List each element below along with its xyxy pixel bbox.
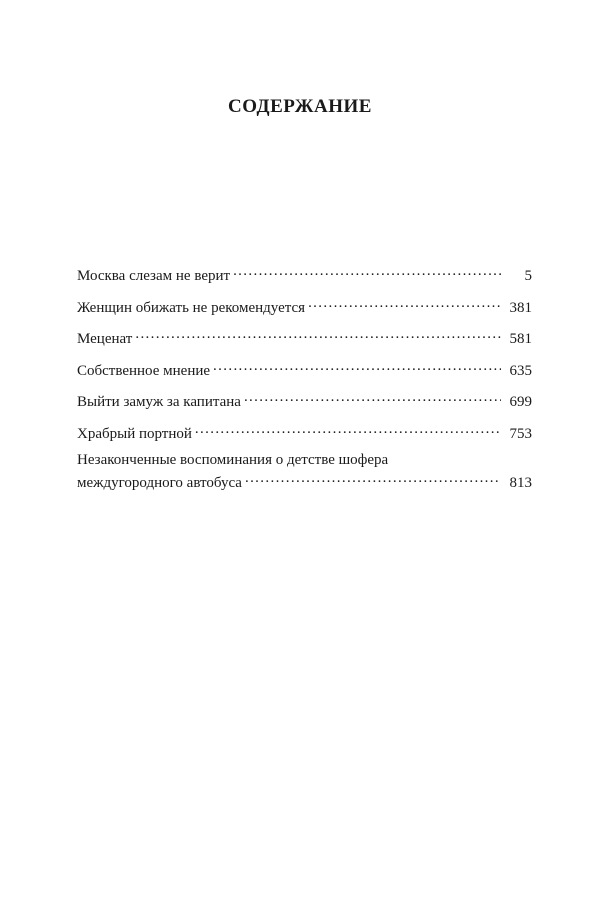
toc-entry[interactable] [77, 294, 532, 317]
toc-entry[interactable] [77, 420, 532, 443]
toc-entry-title: Выйти замуж за капитана [77, 394, 241, 410]
toc-entry[interactable] [77, 451, 532, 492]
toc-leader-dots [233, 262, 501, 280]
toc-entry[interactable] [77, 262, 532, 285]
toc-entry-page: 699 [509, 394, 532, 410]
table-of-contents [77, 262, 532, 501]
toc-leader-dots [195, 420, 501, 438]
toc-entry-page: 813 [509, 475, 532, 491]
toc-entry-title: Меценат [77, 331, 133, 347]
toc-entry[interactable] [77, 388, 532, 411]
toc-entry-page: 581 [509, 331, 532, 347]
toc-leader-dots [135, 325, 501, 343]
page-title: СОДЕРЖАНИЕ [228, 96, 372, 117]
toc-entry-page: 5 [524, 268, 532, 284]
toc-entry-page: 635 [509, 362, 532, 379]
toc-entry-page: 753 [509, 425, 532, 442]
toc-entry-title-line2: междугородного автобуса [77, 475, 242, 491]
toc-entry[interactable] [77, 325, 532, 348]
toc-entry-title: Собственное мнение [77, 362, 211, 379]
toc-entry[interactable] [77, 357, 532, 380]
toc-entry-title: Храбрый портной [77, 425, 192, 442]
toc-entry-page: 381 [509, 299, 532, 316]
toc-leader-dots [245, 469, 501, 487]
toc-leader-dots [308, 294, 501, 312]
toc-entry-title-line1: Незаконченные воспоминания о детстве шофера [77, 452, 389, 468]
toc-entry-title: Женщин обижать не рекомендуется [77, 299, 306, 316]
toc-leader-dots [213, 357, 501, 375]
toc-leader-dots [244, 388, 501, 406]
toc-entry-title: Москва слезам не верит [77, 268, 231, 284]
